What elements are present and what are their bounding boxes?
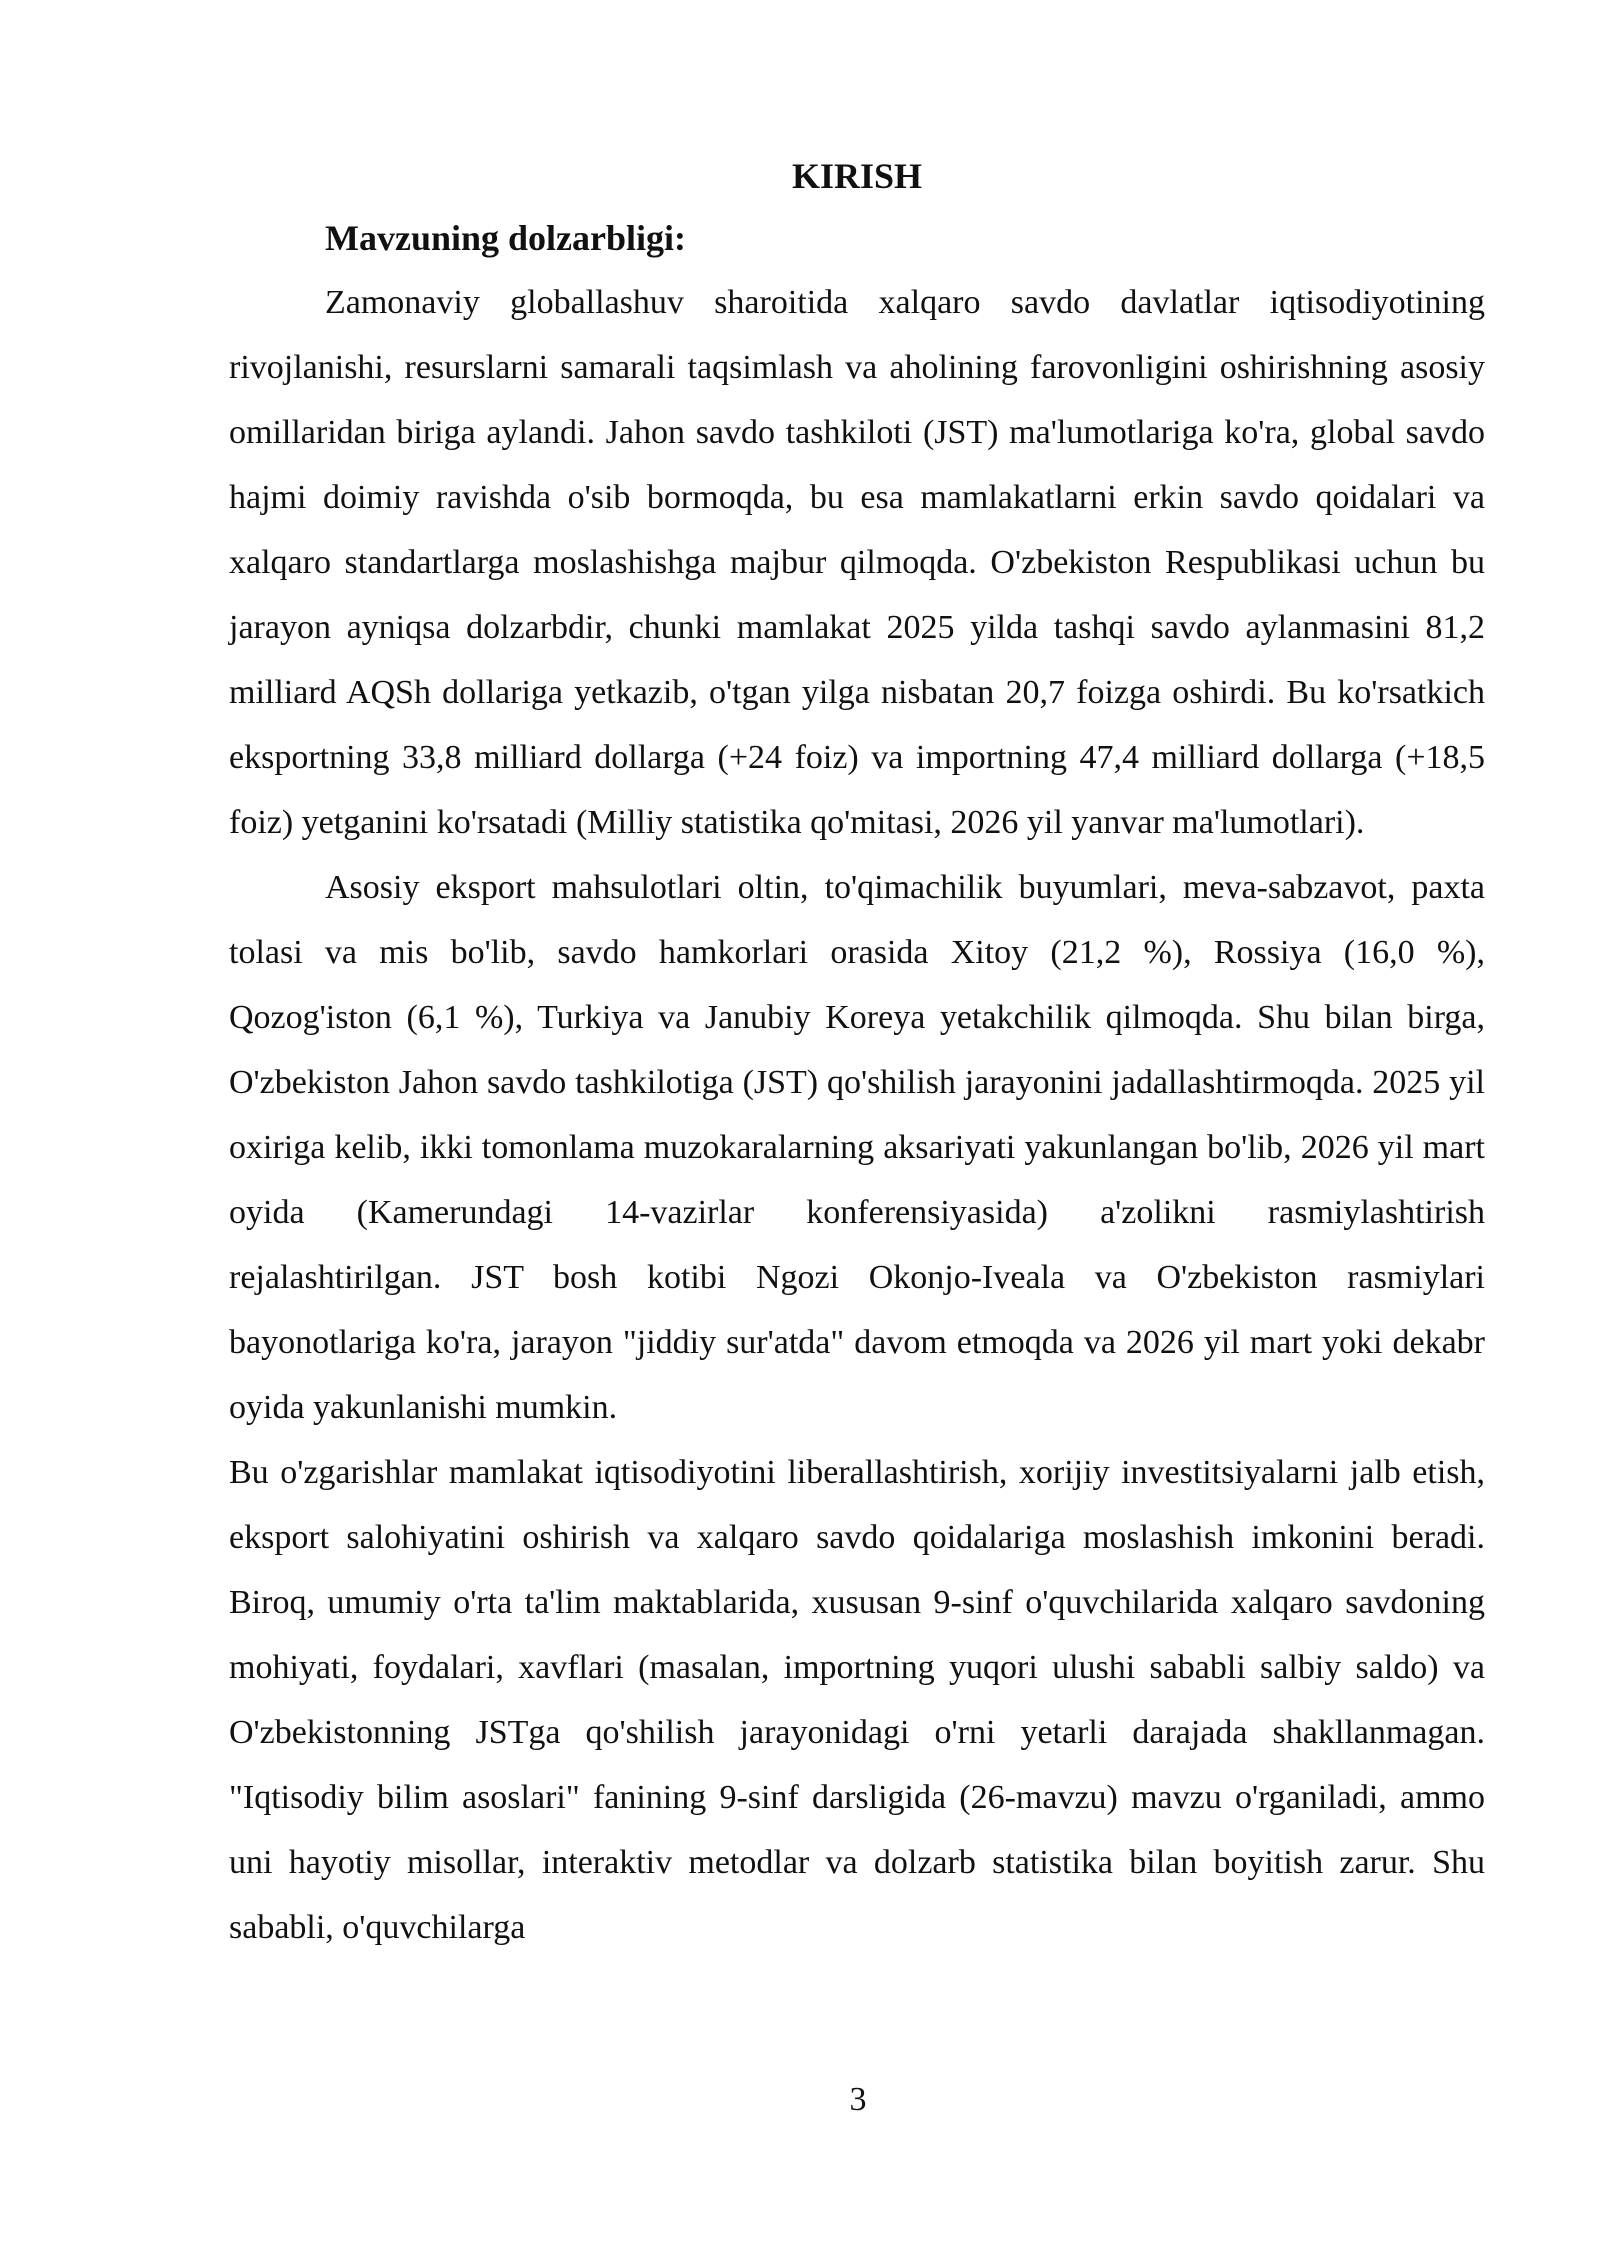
page-content [229, 146, 1485, 1960]
paragraph-1: Zamonaviy globallashuv sharoitida xalqaro savdo davlatlar iqtisodiyotining rivojlanishi, resurslarni samarali taqsimlash va aholining farovonligini oshirishning asosiy omillaridan biriga aylandi. Jahon savdo tashkiloti (JST) ma'lumotlariga ko'ra, global savdo hajmi doimiy ravishda o'sib bormoqda, bu esa mamlakatlarni erkin savdo qoidalari va xalqaro standartlarga moslashishga majbur qilmoqda. O'zbekiston Respublikasi uchun bu jarayon ayniqsa dolzarbdir, chunki mamlakat 2025 yilda tashqi savdo aylanmasini 81,2 milliard AQSh dollariga yetkazib, o'tgan yilga nisbatan 20,7 foizga oshirdi. Bu ko'rsatkich eksportning 33,8 milliard dollarga (+24 foiz) va importning 47,4 milliard dollarga (+18,5 foiz) yetganini ko'rsatadi (Milliy statistika qo'mitasi, 2026 yil yanvar ma'lumotlari). [229, 284, 1485, 841]
paragraph-3: Bu o'zgarishlar mamlakat iqtisodiyotini liberallashtirish, xorijiy investitsiyalarni jalb etish, eksport salohiyatini oshirish va xalqaro savdo qoidalariga moslashish imkonini beradi. Biroq, umumiy o'rta ta'lim maktablarida, xususan 9-sinf o'quvchilarida xalqaro savdoning mohiyati, foydalari, xavflari (masalan, importning yuqori ulushi sababli salbiy saldo) va O'zbekistonning JSTga qo'shilish jarayonidagi o'rni yetarli darajada shakllanmagan. "Iqtisodiy bilim asoslari" fanining 9-sinf darsligida (26-mavzu) mavzu o'rganiladi, ammo uni hayotiy misollar, interaktiv metodlar va dolzarb statistika bilan boyitish zarur. Shu sababli, o'quvchilarga [229, 1454, 1485, 1946]
section-subheading: Mavzuning dolzarbligi: [325, 218, 687, 258]
section-heading: KIRISH [791, 156, 923, 196]
paragraph-2: Asosiy eksport mahsulotlari oltin, to'qimachilik buyumlari, meva-sabzavot, paxta tolasi va mis bo'lib, savdo hamkorlari orasida Xitoy (21,2 %), Rossiya (16,0 %), Qozog'iston (6,1 %), Turkiya va Janubiy Koreya yetakchilik qilmoqda. Shu bilan birga, O'zbekiston Jahon savdo tashkilotiga (JST) qo'shilish jarayonini jadallashtirmoqda. 2025 yil oxiriga kelib, ikki tomonlama muzokaralarning aksariyati yakunlangan bo'lib, 2026 yil mart oyida (Kamerundagi 14-vazirlar konferensiyasida) a'zolikni rasmiylashtirish rejalashtirilgan. JST bosh kotibi Ngozi Okonjo-Iveala va O'zbekiston rasmiylari bayonotlariga ko'ra, jarayon "jiddiy sur'atda" davom etmoqda va 2026 yil mart yoki dekabr oyida yakunlanishi mumkin. [229, 869, 1485, 1426]
page-number: 3 [849, 2081, 867, 2118]
